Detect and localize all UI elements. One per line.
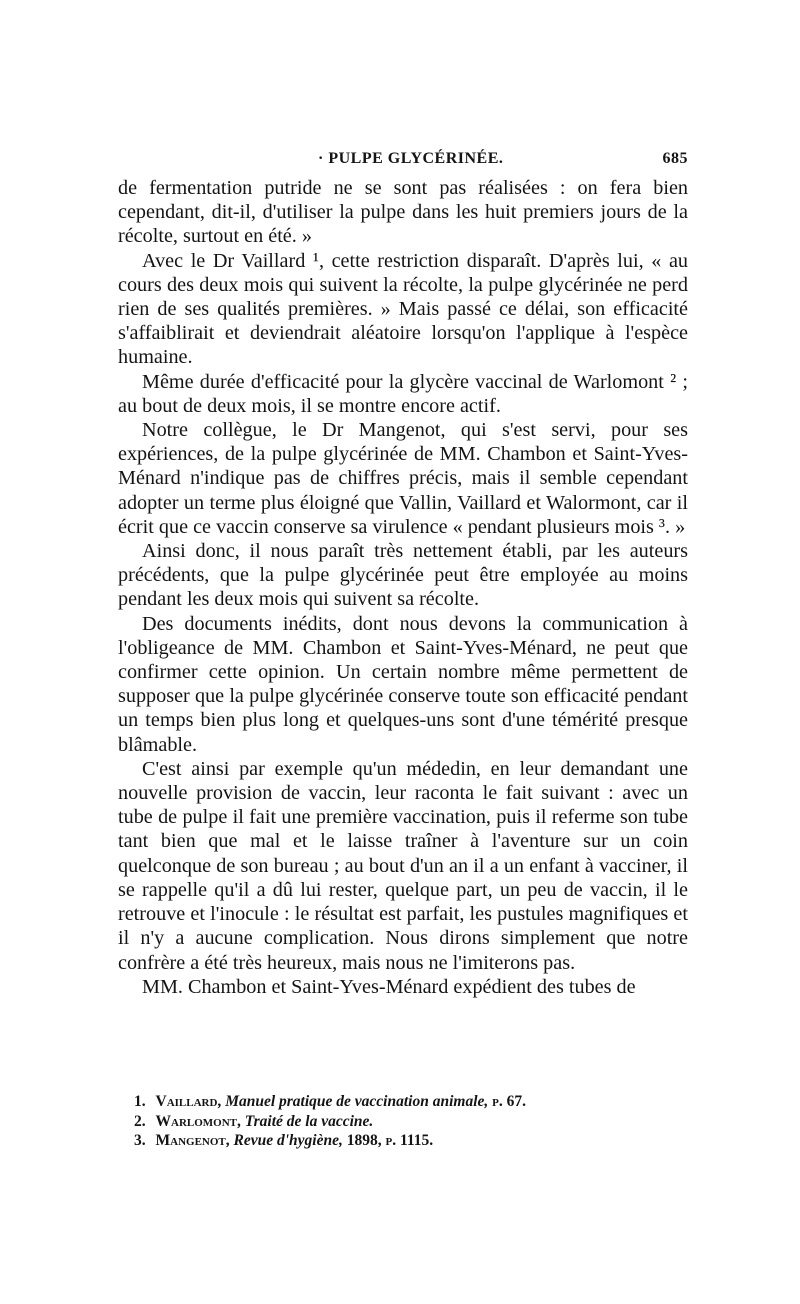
footnote-author: Mangenot, — [155, 1132, 230, 1149]
paragraph: de fermentation putride ne se sont pas réalisées : on fera bien cependant, dit-il, d'utiliser la pulpe dans les huit premiers jours de la récolte, surtout en été. » — [118, 177, 688, 248]
footnote-title: Manuel pratique de vaccination animale, — [225, 1093, 489, 1110]
paragraph: Des documents inédits, dont nous devons la communication à l'obligeance de MM. Chambon et Saint-Yves-Ménard, ne peut que confirmer cette opinion. Un certain nombre même permettent de supposer que la pulpe glycérinée conserve toute son efficacité pendant un temps bien plus long et quelques-uns sont d'une témérité presque blâmable. — [118, 612, 688, 756]
footnote-title: Traité de la vaccine. — [244, 1112, 374, 1130]
footnote-rest: p. 67. — [492, 1093, 526, 1110]
footnote-rest: 1898, p. 1115. — [346, 1132, 434, 1149]
paragraph: Ainsi donc, il nous paraît très nettement établi, par les auteurs précédents, que la pulpe glycérinée peut être employée au moins pendant les deux mois qui suivent sa récolte. — [118, 540, 688, 611]
footnote-author: Warlomont, — [155, 1112, 241, 1130]
paragraph: Avec le Dr Vaillard ¹, cette restriction disparaît. D'après lui, « au cours des deux mois qui suivent la récolte, la pulpe glycérinée ne perd rien de ses qualités premières. » Mais passé ce délai, son efficacité s'affaiblirait et deviendrait aléatoire lorsqu'on l'applique à l'espèce humaine. — [118, 249, 688, 369]
footnote-title: Revue d'hygiène, — [233, 1132, 343, 1149]
footnotes — [134, 1092, 674, 1151]
footnote — [134, 1092, 674, 1112]
footnote — [134, 1112, 674, 1132]
paragraph: Même durée d'efficacité pour la glycère vaccinal de Warlomont ² ; au bout de deux mois, il se montre encore actif. — [118, 370, 688, 417]
paragraph: Notre collègue, le Dr Mangenot, qui s'est servi, pour ses expériences, de la pulpe glycérinée de MM. Chambon et Saint-Yves-Ménard n'indique pas de chiffres précis, mais il semble cependant adopter un terme plus éloigné que Vallin, Vaillard et Walormont, car il écrit que ce vaccin conserve sa virulence « pendant plusieurs mois ³. » — [118, 419, 688, 538]
footnote-number: 2. — [134, 1112, 146, 1130]
footnote-author: Vaillard, — [155, 1093, 222, 1110]
footnote-number: 3. — [134, 1132, 146, 1149]
footnote-number: 1. — [134, 1093, 146, 1110]
paragraph: C'est ainsi par exemple qu'un médedin, en leur demandant une nouvelle provision de vaccin, leur raconta le fait suivant : avec un tube de pulpe il fait une première vaccination, puis il referme son tube tant bien que mal et le laisse traîner à l'aventure sur un coin quelconque de son bureau ; au bout d'un an il a un enfant à vacciner, il se rappelle qu'il a dû lui rester, quelque part, un peu de vaccin, il le retrouve et l'inocule : le résultat est parfait, les pustules magnifiques et il n'y a aucune complication. Nous dirons simplement que notre confrère a été très heureux, mais nous ne l'imiterons pas. — [118, 757, 688, 974]
footnote — [134, 1131, 674, 1151]
body-text — [118, 176, 688, 999]
running-header — [118, 146, 688, 172]
page-number: 685 — [662, 150, 688, 167]
paragraph: MM. Chambon et Saint-Yves-Ménard expédient des tubes de — [142, 975, 636, 998]
running-title: · PULPE GLYCÉRINÉE. — [318, 150, 503, 168]
